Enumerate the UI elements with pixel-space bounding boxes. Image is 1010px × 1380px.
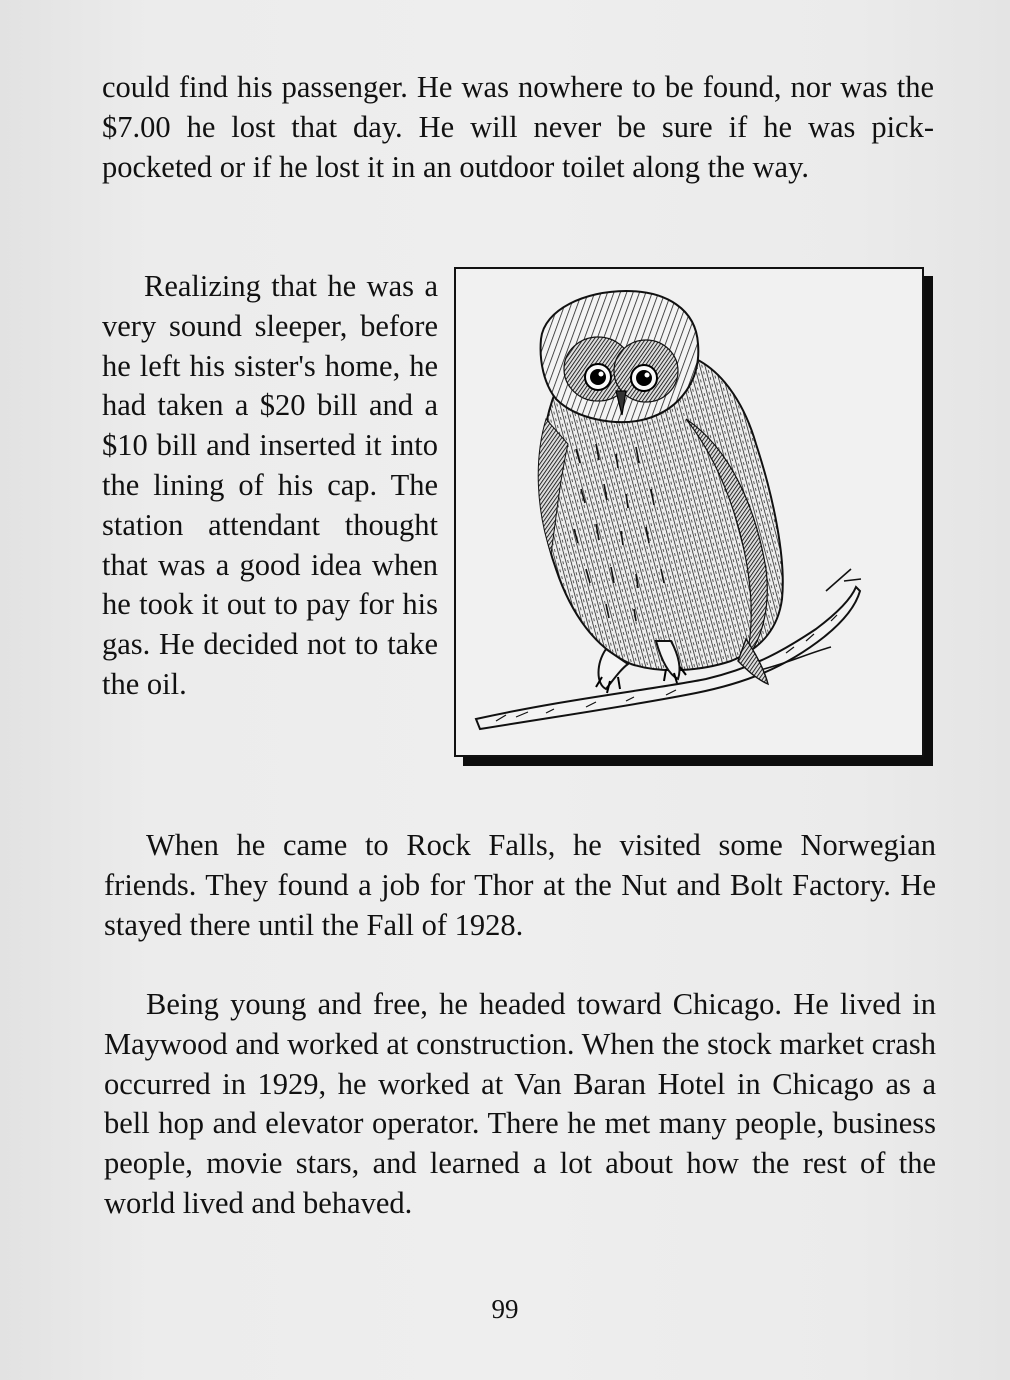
page-number: 99 [491,1294,519,1324]
paragraph-rock-falls: When he came to Rock Falls, he visited some Norwegian friends. They found a job for Thor at the Nut and Bolt Factory. He stayed there until the Fall of 1928. [104,828,936,942]
paragraph-passenger: could find his passenger. He was nowhere to be found, nor was the $7.00 he lost that day. He will never be sure if he was pick-pocketed or if he lost it in an outdoor toilet along the way. [102,70,934,184]
owl-illustration-frame [454,267,924,757]
paragraph-chicago: Being young and free, he headed toward Chicago. He lived in Maywood and worked at construction. When the stock market crash occurred in 1929, he worked at Van Baran Hotel in Chicago as a bell hop and elevator operator. There he met many people, business people, movie stars, and learned a lot about how the rest of the world lived and behaved. [104,987,936,1220]
paragraph-sleeper: Realizing that he was a very sound sleeper, before he left his sister's home, he had taken a $20 bill and a $10 bill and inserted it into the lining of his cap. The station attendant thought that was a good idea when he took it out to pay for his gas. He decided not to take the oil. [102,269,438,701]
owl-on-branch-icon [456,269,922,755]
